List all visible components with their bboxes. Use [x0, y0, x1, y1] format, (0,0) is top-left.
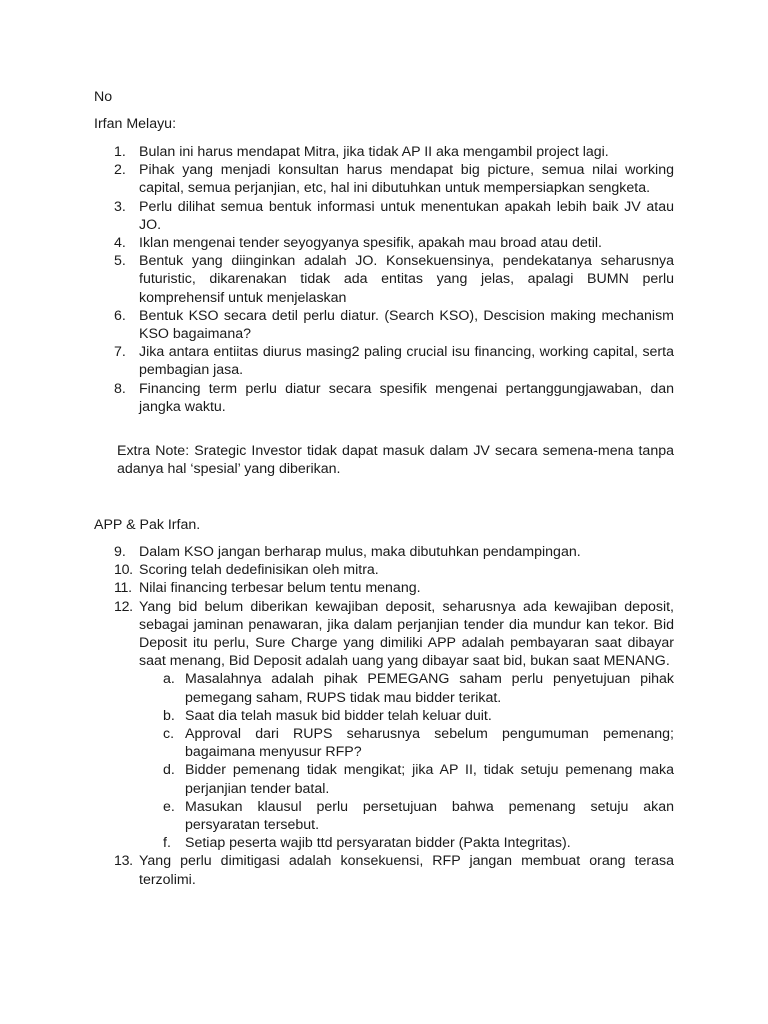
item-text: Dalam KSO jangan berharap mulus, maka dibutuhkan pendampingan. [139, 544, 581, 560]
list-item [94, 598, 674, 853]
item-number: 3. [114, 198, 126, 215]
sub-item-text: Bidder pemenang tidak mengikat; jika AP II, tidak setuju pemenang maka perjanjian tender batal. [185, 762, 674, 797]
list-item [94, 307, 674, 343]
item-number: 6. [114, 307, 126, 324]
list-item [94, 198, 674, 234]
item-text: Bulan ini harus mendapat Mitra, jika tidak AP II aka mengambil project lagi. [139, 144, 609, 160]
sub-item-letter: d. [163, 762, 175, 779]
item-text: Iklan mengenai tender seyogyanya spesifik, apakah mau broad atau detil. [139, 235, 602, 252]
item-text: Financing term perlu diatur secara spesifik mengenai pertanggungjawaban, dan jangka waktu. [139, 380, 674, 415]
sub-item-letter: e. [163, 798, 175, 815]
item-number: 4. [114, 235, 126, 252]
item-text: Bentuk KSO secara detil perlu diatur. (Search KSO), Descision making mechanism KSO bagaimana? [139, 307, 674, 343]
notes-list-2 [94, 543, 674, 889]
sub-list-item [139, 707, 674, 725]
sub-item-text: Approval dari RUPS seharusnya sebelum pengumuman pemenang; bagaimana menyusur RFP? [185, 726, 674, 761]
list-item [94, 234, 674, 252]
section-title-irfan-melayu: Irfan Melayu: [94, 116, 177, 132]
notes-list-1 [94, 143, 674, 416]
sub-list-item [139, 834, 674, 852]
item-text: Yang bid belum diberikan kewajiban deposit, seharusnya ada kewajiban deposit, sebagai jaminan penawaran, jika dalam perjanjian tender dia mundur kan tekor. Bid Deposit itu perlu, Sure Charge yang dimiliki APP adalah pembayaran saat dibayar saat menang, Bid Deposit adalah uang yang dibayar saat bid, bukan saat MENANG. [139, 598, 674, 670]
list-item [94, 543, 674, 561]
item-text: Bentuk yang diinginkan adalah JO. Konsekuensinya, pendekatanya seharusnya futuristic, dikarenakan tidak ada entitas yang jelas, apalagi BUMN perlu komprehensif untuk menjelaskan [139, 253, 674, 306]
list-item [94, 579, 674, 597]
sub-item-letter: a. [163, 671, 175, 688]
item-text: Scoring telah dedefinisikan oleh mitra. [139, 562, 379, 579]
sub-item-text: Saat dia telah masuk bid bidder telah keluar duit. [185, 707, 492, 724]
item-number: 12. [114, 598, 133, 615]
sub-item-letter: f. [163, 835, 171, 852]
sub-item-text: Masalahnya adalah pihak PEMEGANG saham perlu penyetujuan pihak pemegang saham, RUPS tidak mau bidder terikat. [185, 671, 674, 706]
sub-list-item [139, 725, 674, 761]
item-text: Pihak yang menjadi konsultan harus mendapat big picture, semua nilai working capital, semua perjanjian, etc, hal ini dibutuhkan untuk mempersiapkan sengketa. [139, 162, 674, 197]
list-item [94, 561, 674, 579]
item-text: Nilai financing terbesar belum tentu menang. [139, 580, 421, 597]
list-item [94, 852, 674, 888]
item-number: 11. [114, 580, 132, 597]
item-text: Jika antara entiitas diurus masing2 paling crucial isu financing, working capital, serta pembagian jasa. [139, 344, 674, 379]
item-number: 7. [114, 344, 126, 361]
section-title-app-pak-irfan: APP & Pak Irfan. [94, 517, 201, 533]
list-item [94, 343, 674, 379]
sub-item-letter: b. [163, 707, 175, 724]
sub-list-item [139, 761, 674, 797]
list-item [94, 252, 674, 307]
extra-note: Extra Note: Srategic Investor tidak dapat masuk dalam JV secara semena-mena tanpa adanya hal ‘spesial’ yang diberikan. [117, 443, 674, 478]
item-number: 1. [114, 144, 126, 160]
item-number: 2. [114, 162, 126, 179]
item-number: 13. [114, 853, 133, 870]
sub-list [139, 670, 674, 852]
item-text: Perlu dilihat semua bentuk informasi untuk menentukan apakah lebih baik JV atau JO. [139, 198, 674, 233]
list-item [94, 380, 674, 416]
heading-no: No [94, 89, 113, 105]
sub-list-item [139, 798, 674, 834]
sub-item-text: Setiap peserta wajib ttd persyaratan bidder (Pakta Integritas). [185, 835, 571, 852]
item-text: Yang perlu dimitigasi adalah konsekuensi, RFP jangan membuat orang terasa terzolimi. [139, 853, 674, 888]
sub-item-letter: c. [163, 726, 175, 743]
sub-item-text: Masukan klausul perlu persetujuan bahwa pemenang setuju akan persyaratan tersebut. [185, 798, 674, 834]
item-number: 8. [114, 380, 126, 397]
list-item [94, 161, 674, 197]
list-item [94, 143, 674, 161]
sub-list-item [139, 670, 674, 706]
item-number: 9. [114, 544, 126, 560]
item-number: 10. [114, 562, 133, 579]
item-number: 5. [114, 253, 126, 270]
